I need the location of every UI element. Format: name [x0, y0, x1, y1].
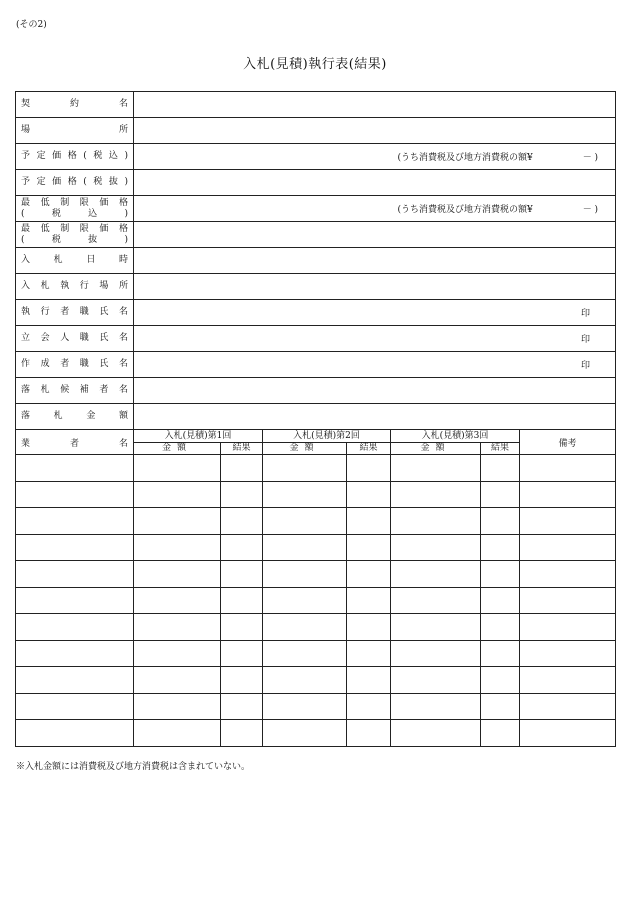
- amount-field-1[interactable]: [134, 481, 221, 508]
- info-label-line: 落札金額: [21, 411, 128, 421]
- footer-note: ※入札金額には消費税及び地方消費税は含まれていない。: [16, 762, 251, 772]
- amount-field-3[interactable]: [391, 640, 481, 667]
- amount-field-1[interactable]: [134, 455, 221, 482]
- result-field-1[interactable]: [221, 508, 263, 535]
- seal-mark: 印: [581, 309, 591, 319]
- amount-field-2[interactable]: [263, 455, 347, 482]
- seal-mark: 印: [581, 361, 591, 371]
- info-row: [16, 326, 616, 352]
- info-value-field[interactable]: [134, 118, 616, 144]
- result-field-1[interactable]: [221, 455, 263, 482]
- result-field-2[interactable]: [347, 693, 391, 720]
- info-value-field[interactable]: [134, 248, 616, 274]
- result-field-2[interactable]: [347, 508, 391, 535]
- result-field-1[interactable]: [221, 481, 263, 508]
- info-label-line: (税抜): [21, 234, 128, 245]
- amount-field-1[interactable]: [134, 614, 221, 641]
- result-field-2[interactable]: [347, 587, 391, 614]
- amount-field-1[interactable]: [134, 561, 221, 588]
- amount-field-3[interactable]: [391, 508, 481, 535]
- remarks-field[interactable]: [520, 587, 616, 614]
- tax-amount-note-text: (うち消費税及び地方消費税の額¥: [397, 205, 533, 215]
- info-label: [16, 92, 134, 118]
- amount-field-1[interactable]: [134, 720, 221, 747]
- result-field-1[interactable]: [221, 534, 263, 561]
- amount-field-1[interactable]: [134, 534, 221, 561]
- info-row: [16, 404, 616, 430]
- table-row: [16, 693, 616, 720]
- result-header: 結果: [347, 443, 391, 455]
- result-field-1[interactable]: [221, 667, 263, 694]
- info-value-field[interactable]: [134, 92, 616, 118]
- seal-mark: 印: [581, 335, 591, 345]
- remarks-field[interactable]: [520, 508, 616, 535]
- remarks-field[interactable]: [520, 481, 616, 508]
- remarks-field[interactable]: [520, 534, 616, 561]
- result-field-2[interactable]: [347, 614, 391, 641]
- document-title: 入札(見積)執行表(結果): [243, 57, 387, 72]
- result-field-2[interactable]: [347, 481, 391, 508]
- remarks-field[interactable]: [520, 640, 616, 667]
- info-row: [16, 118, 616, 144]
- amount-header: 金額: [391, 443, 481, 455]
- amount-field-1[interactable]: [134, 693, 221, 720]
- round-header: 入札(見積)第3回: [391, 430, 520, 443]
- amount-field-3[interactable]: [391, 667, 481, 694]
- info-label: [16, 404, 134, 430]
- remarks-field[interactable]: [520, 561, 616, 588]
- info-value-field[interactable]: [134, 352, 616, 378]
- info-value-field[interactable]: [134, 378, 616, 404]
- table-row: [16, 561, 616, 588]
- result-field-2[interactable]: [347, 720, 391, 747]
- result-field-3[interactable]: [481, 640, 520, 667]
- result-field-3[interactable]: [481, 614, 520, 641]
- info-row: [16, 300, 616, 326]
- result-header: 結果: [481, 443, 520, 455]
- info-label: [16, 248, 134, 274]
- vendor-name-field[interactable]: [16, 508, 134, 535]
- table-row: [16, 614, 616, 641]
- table-row: [16, 455, 616, 482]
- result-field-3[interactable]: [481, 534, 520, 561]
- info-value-field[interactable]: [134, 196, 616, 222]
- amount-field-3[interactable]: [391, 720, 481, 747]
- result-field-1[interactable]: [221, 587, 263, 614]
- result-field-2[interactable]: [347, 640, 391, 667]
- vendor-name-field[interactable]: [16, 667, 134, 694]
- vendor-name-field[interactable]: [16, 587, 134, 614]
- vendor-name-field[interactable]: [16, 614, 134, 641]
- info-row: [16, 196, 616, 222]
- result-field-2[interactable]: [347, 534, 391, 561]
- info-value-field[interactable]: [134, 274, 616, 300]
- result-field-1[interactable]: [221, 561, 263, 588]
- amount-field-2[interactable]: [263, 693, 347, 720]
- table-row: [16, 667, 616, 694]
- info-label: [16, 170, 134, 196]
- result-field-3[interactable]: [481, 561, 520, 588]
- tax-amount-note-end: － ): [582, 153, 599, 163]
- info-label-line: (税込): [21, 208, 128, 219]
- remarks-field[interactable]: [520, 455, 616, 482]
- amount-header: 金額: [263, 443, 347, 455]
- page-label: (その2): [16, 20, 47, 30]
- amount-field-2[interactable]: [263, 561, 347, 588]
- vendor-name-field[interactable]: [16, 561, 134, 588]
- table-row: [16, 587, 616, 614]
- info-label-line: 入札執行場所: [21, 281, 128, 291]
- round-header: 入札(見積)第1回: [134, 430, 263, 443]
- round-header: 入札(見積)第2回: [263, 430, 391, 443]
- info-label: [16, 274, 134, 300]
- amount-field-3[interactable]: [391, 534, 481, 561]
- amount-field-2[interactable]: [263, 481, 347, 508]
- amount-field-3[interactable]: [391, 561, 481, 588]
- info-value-field[interactable]: [134, 222, 616, 248]
- result-field-1[interactable]: [221, 720, 263, 747]
- amount-field-2[interactable]: [263, 640, 347, 667]
- info-value-field[interactable]: [134, 404, 616, 430]
- info-label-line: 契約名: [21, 99, 128, 109]
- amount-field-1[interactable]: [134, 667, 221, 694]
- info-label-line: 入札日時: [21, 255, 128, 265]
- remarks-field[interactable]: [520, 667, 616, 694]
- amount-field-3[interactable]: [391, 481, 481, 508]
- vendor-name-field[interactable]: [16, 534, 134, 561]
- vendor-name-field[interactable]: [16, 455, 134, 482]
- info-row: [16, 92, 616, 118]
- vendor-name-field[interactable]: [16, 693, 134, 720]
- table-row: [16, 534, 616, 561]
- result-field-3[interactable]: [481, 587, 520, 614]
- table-row: [16, 720, 616, 747]
- amount-field-3[interactable]: [391, 455, 481, 482]
- result-field-1[interactable]: [221, 614, 263, 641]
- info-row: [16, 170, 616, 196]
- result-field-3[interactable]: [481, 720, 520, 747]
- info-row: [16, 222, 616, 248]
- info-row: [16, 352, 616, 378]
- result-field-1[interactable]: [221, 693, 263, 720]
- result-field-3[interactable]: [481, 508, 520, 535]
- info-label-line: 落札候補者名: [21, 385, 128, 395]
- result-field-3[interactable]: [481, 693, 520, 720]
- result-field-3[interactable]: [481, 455, 520, 482]
- bid-execution-table: [15, 91, 616, 747]
- info-label: [16, 378, 134, 404]
- info-label-line: 最低制限価格: [21, 223, 128, 234]
- vendor-header: 業者名: [16, 430, 134, 455]
- info-value-field[interactable]: [134, 300, 616, 326]
- amount-field-1[interactable]: [134, 587, 221, 614]
- amount-field-1[interactable]: [134, 508, 221, 535]
- info-label: [16, 222, 134, 248]
- info-row: [16, 378, 616, 404]
- amount-field-2[interactable]: [263, 508, 347, 535]
- tax-amount-note-text: (うち消費税及び地方消費税の額¥: [397, 153, 533, 163]
- info-label: [16, 352, 134, 378]
- info-label-line: 立会人職氏名: [21, 333, 128, 343]
- result-header: 結果: [221, 443, 263, 455]
- result-field-2[interactable]: [347, 561, 391, 588]
- result-field-2[interactable]: [347, 667, 391, 694]
- table-row: [16, 640, 616, 667]
- amount-field-2[interactable]: [263, 534, 347, 561]
- info-label-line: 予定価格(税抜): [21, 177, 128, 187]
- amount-field-3[interactable]: [391, 693, 481, 720]
- info-label-line: 最低制限価格: [21, 197, 128, 208]
- info-label-line: 作成者職氏名: [21, 359, 128, 369]
- vendor-name-field[interactable]: [16, 481, 134, 508]
- info-row: [16, 274, 616, 300]
- info-label-line: 執行者職氏名: [21, 307, 128, 317]
- bid-header-row: [16, 430, 616, 443]
- amount-field-3[interactable]: [391, 614, 481, 641]
- tax-amount-note: [397, 150, 598, 163]
- info-value-field[interactable]: [134, 170, 616, 196]
- tax-amount-note: [397, 202, 598, 215]
- table-row: [16, 508, 616, 535]
- info-label: [16, 118, 134, 144]
- result-field-3[interactable]: [481, 667, 520, 694]
- remarks-field[interactable]: [520, 720, 616, 747]
- vendor-name-field[interactable]: [16, 640, 134, 667]
- vendor-name-field[interactable]: [16, 720, 134, 747]
- amount-field-2[interactable]: [263, 614, 347, 641]
- result-field-1[interactable]: [221, 640, 263, 667]
- info-label: [16, 300, 134, 326]
- info-row: [16, 144, 616, 170]
- tax-amount-note-end: － ): [582, 205, 599, 215]
- info-label: [16, 144, 134, 170]
- amount-header: 金額: [134, 443, 221, 455]
- amount-field-2[interactable]: [263, 667, 347, 694]
- amount-field-1[interactable]: [134, 640, 221, 667]
- info-label-line: 予定価格(税込): [21, 151, 128, 161]
- result-field-2[interactable]: [347, 455, 391, 482]
- info-value-field[interactable]: [134, 326, 616, 352]
- info-label: [16, 326, 134, 352]
- amount-field-2[interactable]: [263, 587, 347, 614]
- remarks-field[interactable]: [520, 693, 616, 720]
- info-row: [16, 248, 616, 274]
- table-row: [16, 481, 616, 508]
- amount-field-3[interactable]: [391, 587, 481, 614]
- remarks-header: 備考: [520, 430, 616, 455]
- info-value-field[interactable]: [134, 144, 616, 170]
- amount-field-2[interactable]: [263, 720, 347, 747]
- result-field-3[interactable]: [481, 481, 520, 508]
- remarks-field[interactable]: [520, 614, 616, 641]
- info-label: [16, 196, 134, 222]
- info-label-line: 場所: [21, 125, 128, 135]
